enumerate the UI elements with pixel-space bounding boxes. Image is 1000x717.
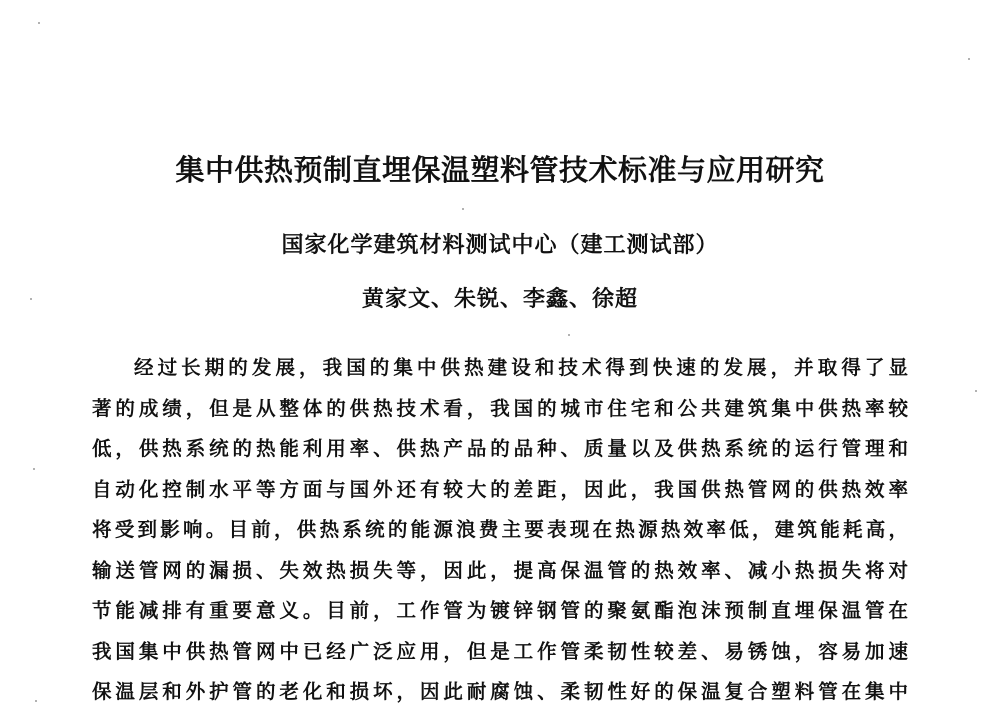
paper-title: 集中供热预制直埋保温塑料管技术标准与应用研究 <box>175 153 825 187</box>
author-affiliation: 国家化学建筑材料测试中心（建工测试部） <box>281 232 719 258</box>
paragraph-line: 我国集中供热管网中已经广泛应用，但是工作管柔韧性较差、易锈蚀，容易加速 <box>92 639 908 663</box>
scan-speck <box>462 208 464 210</box>
scan-speck <box>975 390 977 392</box>
paragraph-line: 经过长期的发展，我国的集中供热建设和技术得到快速的发展，并取得了显 <box>134 356 908 379</box>
scan-speck <box>35 700 37 702</box>
scan-speck <box>568 334 570 336</box>
paragraph-line: 著的成绩，但是从整体的供热技术看，我国的城市住宅和公共建筑集中供热率较 <box>92 396 908 420</box>
paragraph-line: 将受到影响。目前，供热系统的能源浪费主要表现在热源热效率低，建筑能耗高， <box>92 518 908 541</box>
paragraph-line: 节能减排有重要意义。目前，工作管为镀锌钢管的聚氨酯泡沫预制直埋保温管在 <box>92 599 908 622</box>
scan-speck <box>30 298 32 300</box>
paragraph-line: 输送管网的漏损、失效热损失等，因此，提高保温管的热效率、减小热损失将对 <box>92 558 908 582</box>
paragraph-line: 自动化控制水平等方面与国外还有较大的差距，因此，我国供热管网的供热效率 <box>92 477 908 501</box>
body-paragraph <box>92 348 908 713</box>
paragraph-line: 保温层和外护管的老化和损坏，因此耐腐蚀、柔韧性好的保温复合塑料管在集中 <box>92 680 908 703</box>
scan-speck <box>38 22 40 24</box>
scan-speck <box>968 58 970 60</box>
scan-speck <box>33 468 35 470</box>
paragraph-line: 低，供热系统的热能利用率、供热产品的品种、质量以及供热系统的运行管理和 <box>92 437 908 460</box>
author-names: 黄家文、朱锐、李鑫、徐超 <box>361 286 638 312</box>
